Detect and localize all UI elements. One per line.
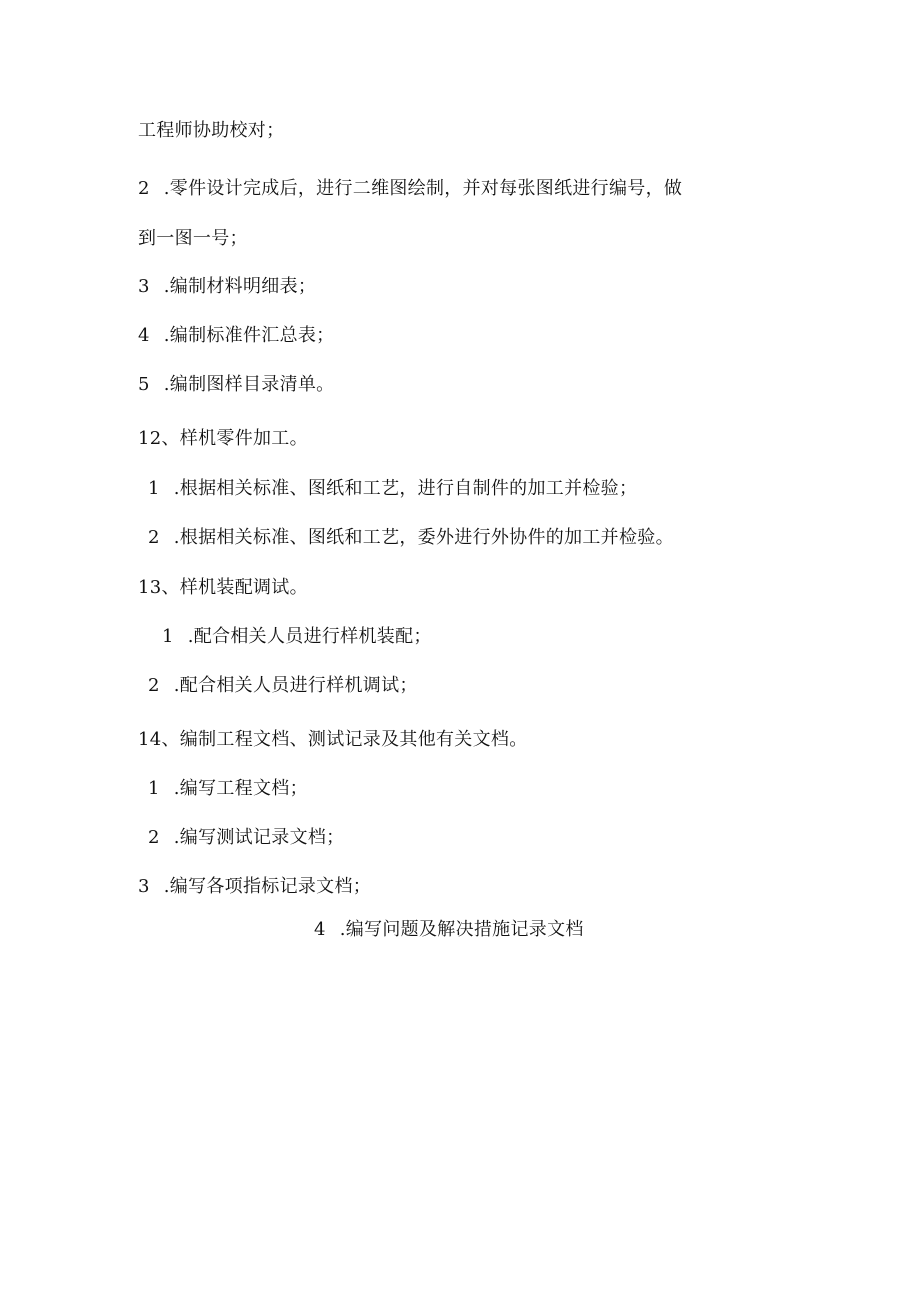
- item-number: 2: [148, 827, 160, 848]
- item-text: .根据相关标准、图纸和工艺，委外进行外协件的加工并检验。: [173, 527, 674, 548]
- item-number: 5: [138, 374, 150, 395]
- list-item: [138, 274, 316, 300]
- list-item: [314, 917, 584, 943]
- item-text: .配合相关人员进行样机装配；: [187, 626, 432, 647]
- item-text: .编制标准件汇总表；: [163, 325, 335, 346]
- list-item: [138, 372, 335, 398]
- item-number: 2: [138, 178, 150, 199]
- item-text: .配合相关人员进行样机调试；: [173, 675, 418, 696]
- list-item: [138, 176, 682, 202]
- item-text: .编写各项指标记录文档；: [163, 876, 372, 897]
- list-item: [148, 825, 345, 851]
- line-text: 工程师协助校对；: [138, 120, 285, 141]
- item-number: 3: [138, 876, 150, 897]
- item-text: .编制图样目录清单。: [163, 374, 335, 395]
- item-text: .根据相关标准、图纸和工艺，进行自制件的加工并检验；: [173, 478, 638, 499]
- line-text: 到一图一号；: [138, 228, 248, 249]
- heading-text: 13、样机装配调试。: [138, 577, 308, 598]
- list-item: [148, 476, 637, 502]
- item-text: .编写问题及解决措施记录文档: [339, 919, 584, 940]
- list-item: [138, 323, 335, 349]
- heading-text: 12、样机零件加工。: [138, 428, 308, 449]
- list-item: [138, 874, 371, 900]
- item-number: 1: [148, 478, 160, 499]
- heading-text: 14、编制工程文档、测试记录及其他有关文档。: [138, 729, 528, 750]
- item-number: 4: [138, 325, 150, 346]
- item-text: .编写工程文档；: [173, 778, 308, 799]
- list-item: [148, 525, 674, 551]
- item-text: .编制材料明细表；: [163, 276, 317, 297]
- list-item: [162, 624, 432, 650]
- section-heading: [138, 426, 308, 452]
- item-number: 1: [162, 626, 174, 647]
- item-text: .编写测试记录文档；: [173, 827, 345, 848]
- item-number: 2: [148, 675, 160, 696]
- list-item: [148, 776, 308, 802]
- text-line: [138, 118, 284, 144]
- item-number: 3: [138, 276, 150, 297]
- section-heading: [138, 727, 528, 753]
- section-heading: [138, 575, 308, 601]
- item-number: 2: [148, 527, 160, 548]
- item-number: 4: [314, 919, 326, 940]
- item-text: .零件设计完成后，进行二维图绘制，并对每张图纸进行编号，做: [163, 178, 683, 199]
- item-number: 1: [148, 778, 160, 799]
- list-item: [148, 673, 418, 699]
- text-line: [138, 226, 248, 252]
